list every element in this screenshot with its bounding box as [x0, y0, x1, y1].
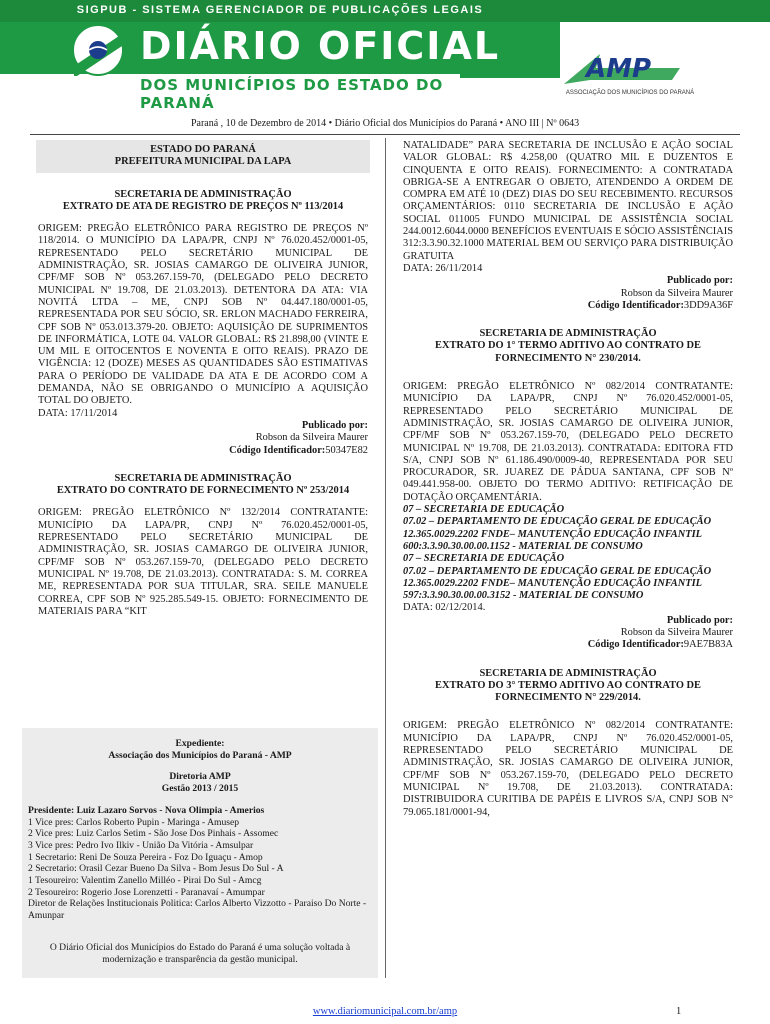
section-2-header	[38, 473, 368, 498]
board-member-line: 2 Vice pres: Luiz Carlos Setim - São Jose Dos Pinhais - Assomec	[28, 828, 279, 840]
section-1-secretaria: SECRETARIA DE ADMINISTRAÇÃO	[114, 188, 292, 200]
right-section-2-body: ORIGEM: PREGÃO ELETRÔNICO Nº 082/2014 CONTRATANTE: MUNICÍPIO DA LAPA/PR, CNPJ Nº 76.020.452/0001-05, REPRESENTADO PELO SECRETÁRIO MUNICIPAL DE ADMINISTRAÇÃO, SR. JOSIAS CAMARGO DE OLIVEIRA JUNIOR, CPF/MF SOB Nº 053.267.159-70, (DELEGADO PELO DECRETO MUNICIPAL Nº 19.708, DE 21.03.2013). CONTRATADA: EDITORA FTD S/A, CNPJ SOB Nº 61.186.490/0009-40, REPRESENTADA POR SEU PROCURADOR, SR. JUAREZ DE PÁDUA SANTANA, CPF SOB Nº 049.441.958-00. OBJETO DO TERMO ADITIVO: RETIFICAÇÃO DE DOTAÇÃO ORÇAMENTÁRIA.	[403, 381, 733, 503]
board-member-line: 1 Tesoureiro: Valentim Zanello Milléo - Pirai Do Sul - Amcg	[28, 875, 262, 887]
section-1-date: DATA: 17/11/2014	[38, 407, 118, 419]
prefeitura-heading: PREFEITURA MUNICIPAL DA LAPA	[114, 156, 292, 168]
left-column	[38, 140, 368, 618]
right-section-3-secretaria: SECRETARIA DE ADMINISTRAÇÃO	[479, 667, 657, 679]
section-1-code-line	[38, 445, 368, 457]
section-1-publisher: Robson da Silveira Maurer	[255, 432, 368, 444]
expediente-label: Expediente:	[175, 738, 225, 749]
term-label: Gestão 2013 / 2015	[161, 783, 239, 795]
amp-logo	[560, 50, 695, 100]
right-section-2-code-line	[403, 639, 733, 651]
board-member-line: 3 Vice pres: Pedro Ivo Ilkiv - União Da Vitória - Amsulpar	[28, 839, 254, 851]
section-1-title: EXTRATO DE ATA DE REGISTRO DE PREÇOS Nº 113/2014	[62, 200, 344, 212]
board-member-line: Diretor de Relações Institucionais Politica: Carlos Alberto Vizzotto - Paraiso Do Norte - Amunpar	[28, 898, 367, 922]
amp-logo-text: AMP	[586, 54, 652, 84]
sigpub-label: SIGPUB - SISTEMA GERENCIADOR DE PUBLICAÇÕES LEGAIS	[76, 4, 484, 16]
header-divider	[30, 134, 740, 135]
budget-line: 12.365.0029.2202 FNDE– MANUTENÇÃO EDUCAÇÃO INFANTIL	[403, 577, 702, 589]
right-section-1-code-line	[403, 300, 733, 312]
budget-line: 597:3.3.90.30.00.00.3152 - MATERIAL DE CONSUMO	[403, 590, 644, 602]
board-label: Diretoria AMP	[169, 771, 231, 783]
right-section-2-date: DATA: 02/12/2014.	[403, 602, 486, 614]
amp-logo-subtitle: ASSOCIAÇÃO DOS MUNICÍPIOS DO PARANÁ	[565, 90, 695, 96]
right-section-1-code: 3DD9A36F	[683, 299, 733, 311]
right-section-2-code: 9AE7B83A	[683, 639, 733, 651]
footer-website-link[interactable]: www.diariomunicipal.com.br/amp	[312, 1006, 458, 1017]
budget-line: 12.365.0029.2202 FNDE– MANUTENÇÃO EDUCAÇÃO INFANTIL	[403, 528, 702, 540]
masthead	[0, 0, 770, 112]
right-column	[403, 140, 733, 819]
right-section-1-code-label: Código Identificador:	[587, 299, 684, 311]
board-member-line: 1 Secretario: Reni De Souza Pereira - Foz Do Iguaçu - Amop	[28, 851, 263, 863]
right-section-2-title: EXTRATO DO 1° TERMO ADITIVO AO CONTRATO DE FORNECIMENTO N° 230/2014.	[435, 340, 701, 364]
section-1-header	[38, 189, 368, 214]
masthead-subtitle: DOS MUNICÍPIOS DO ESTADO DO PARANÁ	[140, 76, 444, 112]
right-section-1-published-by: Publicado por:	[666, 275, 733, 287]
section-1-code-label: Código Identificador:	[229, 444, 326, 456]
expediente-footer: O Diário Oficial dos Municípios do Estado do Paraná é uma solução voltada à modernização e transparência da gestão municipal.	[49, 941, 351, 965]
right-section-2-published-by: Publicado por:	[666, 614, 733, 626]
section-2-body: ORIGEM: PREGÃO ELETRÔNICO Nº 132/2014 CONTRATANTE: MUNICÍPIO DA LAPA/PR, CNPJ Nº 76.020.452/0001-05, REPRESENTADO PELO SECRETÁRIO MUNICIPAL DE ADMINISTRAÇÃO, SR. JOSIAS CAMARGO DE OLIVEIRA JUNIOR, CPF/MF SOB Nº 053.267.159-70, (DELEGADO PELO DECRETO MUNICIPAL Nº 19.708, DE 21.03.2013). CONTRATADA: S. M. CORREA ME, REPRESENTADA POR SUA TITULAR, SRA. SEILE MANUELE CORREA, CPF SOB Nº 925.285.549-15. OBJETO: FORNECIMENTO DE MATERIAIS PARA “KIT	[38, 507, 368, 617]
right-section-1-date: DATA: 26/11/2014	[403, 262, 483, 274]
municipality-header	[36, 140, 370, 173]
section-1-body: ORIGEM: PREGÃO ELETRÔNICO PARA REGISTRO DE PREÇOS Nº 118/2014. O MUNICÍPIO DA LAPA/PR, CNPJ Nº 76.020.452/0001-05, REPRESENTADO PELO SECRETÁRIO MUNICIPAL DE ADMINISTRAÇÃO, SR. JOSIAS CAMARGO DE OLIVEIRA JUNIOR, CPF/MF SOB Nº 053.267.159-70, (DELEGADO PELO DECRETO MUNICIPAL Nº 19.708, DE 21.03.2013). DETENTORA DA ATA: VIA NOVITÁ LTDA – ME, CNPJ SOB Nº 04.447.180/0001-05, REPRESENTADA POR SEU SÓCIO, SR. ERLON MACHADO FERREIRA, CPF SOB Nº 053.013.379-20. OBJETO: AQUISIÇÃO DE SUPRIMENTOS DE INFORMÁTICA, LOTE 04. VALOR GLOBAL: R$ 21.898,00 (VINTE E UM MIL E OITOCENTOS E NOVENTA E OITO REAIS). PRAZO DE VIGÊNCIA: 12 (DOZE) MESES AS QUANTIDADES SÃO ESTIMATIVAS PARA O PERÍODO DE VALIDADE DA ATA E DE ACORDO COM A DEMANDA, NÃO SE OBRIGANDO O MUNICÍPIO A AQUISIÇÃO TOTAL DO OBJETO.	[38, 223, 368, 407]
page-number: 1	[676, 1006, 682, 1017]
budget-line: 07 – SECRETARIA DE EDUCAÇÃO	[403, 504, 565, 516]
budget-line: 600:3.3.90.30.00.00.1152 - MATERIAL DE CONSUMO	[403, 540, 643, 552]
right-section-3-body: ORIGEM: PREGÃO ELETRÔNICO Nº 082/2014 CONTRATANTE: MUNICÍPIO DA LAPA/PR, CNPJ Nº 76.020.452/0001-05, REPRESENTADO PELO SECRETÁRIO MUNICIPAL DE ADMINISTRAÇÃO, SR. JOSIAS CAMARGO DE OLIVEIRA JUNIOR, CPF/MF SOB Nº 053.267.159-70, (DELEGADO PELO DECRETO MUNICIPAL Nº 19.708, DE 21.03.2013). CONTRATADA: DISTRIBUIDORA CURITIBA DE PAPÉIS E LIVROS S/A, CNPJ SOB N° 79.065.181/0001-94,	[403, 720, 733, 818]
dateline: Paraná , 10 de Dezembro de 2014 • Diário Oficial dos Municípios do Paraná • ANO III | Nº 0643	[190, 118, 580, 129]
section-2-secretaria: SECRETARIA DE ADMINISTRAÇÃO	[114, 472, 292, 484]
budget-line: 07.02 – DEPARTAMENTO DE EDUCAÇÃO GERAL DE EDUCAÇÃO	[403, 565, 712, 577]
right-section-1-body: NATALIDADE” PARA SECRETARIA DE INCLUSÃO E AÇÃO SOCIAL VALOR GLOBAL: R$ 4.258,00 (QUATRO MIL E DUZENTOS E CINQUENTA E OITO REAIS). FORNECIMENTO: A CONTRATADA OBRIGA-SE A ENTREGAR O OBJETO, ATENDENDO A ORDEM DE COMPRA EM ATÉ 10 (DEZ) DIAS DO SEU RECEBIMENTO. RECURSOS ORÇAMENTÁRIOS: 0110 SECRETARIA DE INCLUSÃO E AÇÃO SOCIAL 011005 FUNDO MUNICIPAL DE ASSISTÊNCIA SOCIAL 244.0012.6044.0000 BENEFÍCIOS EVENTUAIS E SÓCIO ASSISTÊNCIAIS 312:3.3.90.32.1000 MATERIAL BEM OU SERVIÇO PARA DISTRIBUIÇÃO GRATUITA	[403, 140, 733, 262]
expediente-box	[22, 728, 378, 978]
state-heading: ESTADO DO PARANÁ	[150, 144, 256, 155]
budget-line: 07.02 – DEPARTAMENTO DE EDUCAÇÃO GERAL DE EDUCAÇÃO	[403, 516, 712, 528]
president-line: Presidente: Luiz Lazaro Sorvos - Nova Olimpia - Amerios	[28, 804, 265, 816]
section-1-code: 50347E82	[325, 444, 368, 456]
right-section-2-publisher: Robson da Silveira Maurer	[620, 626, 733, 638]
subtitle-band	[0, 74, 460, 112]
board-member-line: 2 Secretario: Orasil Cezar Bueno Da Silva - Bom Jesus Do Sul - A	[28, 863, 284, 875]
budget-line: 07 – SECRETARIA DE EDUCAÇÃO	[403, 553, 565, 565]
right-section-3-header	[403, 668, 733, 705]
masthead-title: DIÁRIO OFICIAL	[140, 24, 501, 68]
right-section-1-publisher: Robson da Silveira Maurer	[620, 287, 733, 299]
section-1-published-by: Publicado por:	[301, 419, 368, 431]
parana-flag-icon	[72, 24, 124, 76]
board-member-line: 2 Tesoureiro: Rogerio Jose Lorenzetti - Paranavaí - Amumpar	[28, 886, 265, 898]
right-section-2-header	[403, 328, 733, 365]
column-divider	[385, 138, 386, 978]
right-section-3-title: EXTRATO DO 3° TERMO ADITIVO AO CONTRATO DE FORNECIMENTO N° 229/2014.	[435, 679, 701, 704]
right-section-2-code-label: Código Identificador:	[587, 639, 684, 651]
association-name: Associação dos Municípios do Paraná - AMP	[108, 749, 292, 761]
board-member-line: 1 Vice pres: Carlos Roberto Pupin - Maringa - Amusep	[28, 816, 240, 828]
right-section-2-secretaria: SECRETARIA DE ADMINISTRAÇÃO	[479, 328, 657, 340]
section-2-title: EXTRATO DO CONTRATO DE FORNECIMENTO Nº 253/2014	[56, 485, 350, 497]
